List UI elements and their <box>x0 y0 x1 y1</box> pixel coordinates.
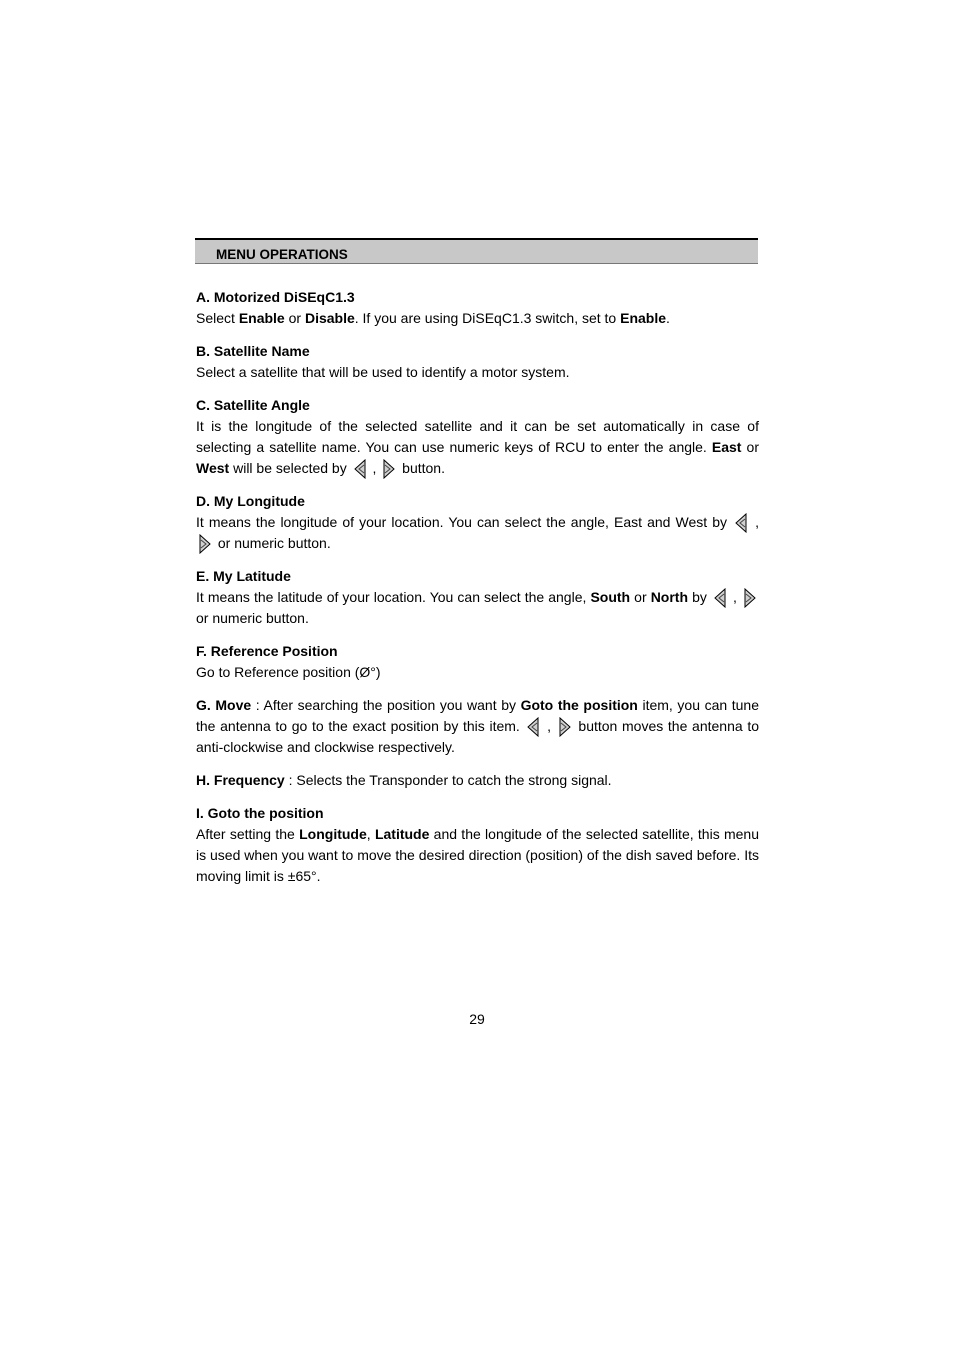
section-title: A. Motorized DiSEqC1.3 <box>196 289 355 305</box>
section-body <box>196 770 759 791</box>
section-body <box>196 512 759 554</box>
body-text: and the longitude of the selected satellite, this menu is used when you want to move the desired direction (position) of the dish saved before. Its moving limit is ±65°. <box>196 826 759 884</box>
body-text: After setting the <box>196 826 300 842</box>
body-text: It is the longitude of the selected satellite and it can be set automatically in case of selecting a satellite name. You can use numeric keys of RCU to enter the angle. <box>196 418 759 455</box>
section-f <box>196 641 759 683</box>
body-bold: Latitude <box>374 826 430 842</box>
body-bold: Enable <box>620 310 667 326</box>
body-text: , <box>750 514 759 530</box>
section-body <box>196 695 759 758</box>
body-text: or <box>630 589 651 605</box>
section-body <box>196 416 759 479</box>
body-text: . <box>666 310 670 326</box>
section-header-title: MENU OPERATIONS <box>216 247 348 262</box>
body-text: , <box>366 826 375 842</box>
page-content <box>196 287 759 899</box>
section-title: F. Reference Position <box>196 643 338 659</box>
body-bold: East <box>711 439 742 455</box>
volume-right-icon <box>198 534 212 554</box>
body-text: or numeric button. <box>196 610 309 626</box>
section-a <box>196 287 759 329</box>
body-bold: North <box>650 589 689 605</box>
body-text: or <box>284 310 305 326</box>
section-body <box>196 824 759 887</box>
volume-right-icon <box>558 717 572 737</box>
section-body <box>196 587 759 629</box>
section-title: B. Satellite Name <box>196 343 310 359</box>
body-text: It means the latitude of your location. You can select the angle, <box>196 589 591 605</box>
volume-left-icon <box>713 588 727 608</box>
body-text: , <box>728 589 741 605</box>
section-body <box>196 362 759 383</box>
section-i <box>196 803 759 887</box>
section-title: C. Satellite Angle <box>196 397 310 413</box>
volume-right-icon <box>382 459 396 479</box>
section-e <box>196 566 759 629</box>
body-bold: Enable <box>238 310 285 326</box>
volume-right-icon <box>743 588 757 608</box>
body-text: Select a satellite that will be used to identify a motor system. <box>196 364 570 380</box>
section-c <box>196 395 759 479</box>
section-body <box>196 662 759 683</box>
body-text: or <box>741 439 759 455</box>
section-h <box>196 770 759 791</box>
section-title: D. My Longitude <box>196 493 305 509</box>
body-text: It means the longitude of your location. You can select the angle, East and West by <box>196 514 733 530</box>
section-title: G. Move <box>196 697 252 713</box>
body-text: : Selects the Transponder to catch the strong signal. <box>284 772 612 788</box>
section-title: I. Goto the position <box>196 805 324 821</box>
body-text: , <box>368 460 381 476</box>
section-body <box>196 308 759 329</box>
body-bold: South <box>590 589 631 605</box>
body-text: Select <box>196 310 239 326</box>
body-text: will be selected by <box>229 460 351 476</box>
body-text: . If you are using DiSEqC1.3 switch, set to <box>354 310 621 326</box>
body-text: Go to Reference position (Ø°) <box>196 664 381 680</box>
volume-left-icon <box>526 717 540 737</box>
body-text: : After searching the position you want by <box>251 697 521 713</box>
section-title: E. My Latitude <box>196 568 291 584</box>
body-bold: West <box>196 460 230 476</box>
section-g <box>196 695 759 758</box>
section-d <box>196 491 759 554</box>
body-text: by <box>688 589 711 605</box>
section-title: H. Frequency <box>196 772 285 788</box>
body-text: item, you can tune the antenna to go to the exact position by this item. <box>196 697 759 734</box>
section-b <box>196 341 759 383</box>
body-text: , <box>542 718 556 734</box>
volume-left-icon <box>734 513 748 533</box>
body-bold: Longitude <box>299 826 367 842</box>
section-header-bar <box>195 238 758 264</box>
volume-left-icon <box>353 459 367 479</box>
body-text: or numeric button. <box>214 535 331 551</box>
body-text: button moves the antenna to anti-clockwise and clockwise respectively. <box>196 718 760 755</box>
body-bold: Disable <box>304 310 355 326</box>
body-text: button. <box>398 460 445 476</box>
body-bold: Goto the position <box>520 697 638 713</box>
page-number: 29 <box>469 1011 485 1027</box>
